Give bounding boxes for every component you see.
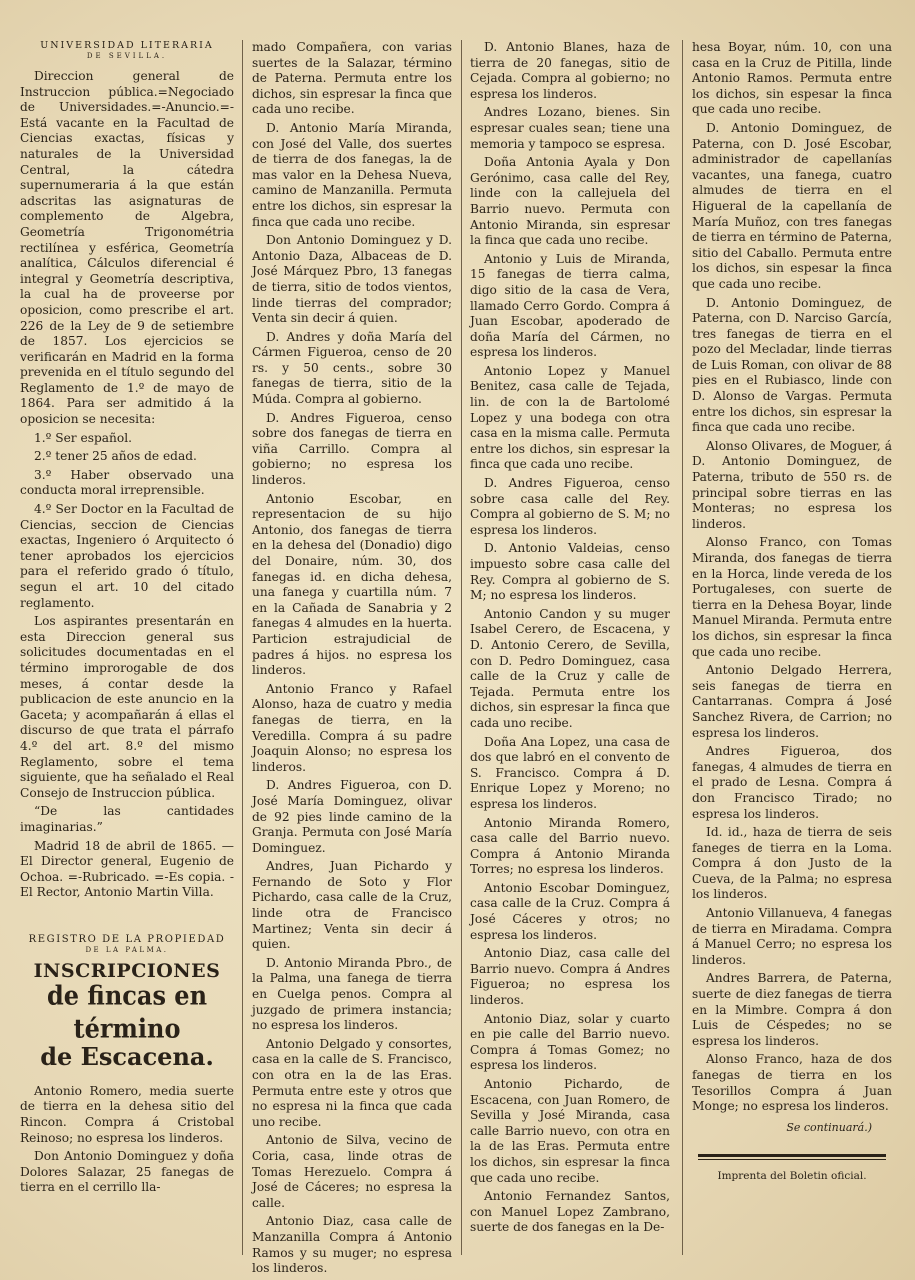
university-city: DE SEVILLA. bbox=[86, 52, 168, 60]
footer-rule bbox=[698, 1154, 886, 1157]
registry-entry: D. Antonio María Miranda, con José del Valle, dos suertes de tierra de dos fanegas, la de mas valor en la Dehesa Nueva, camino de Manzanilla. Permuta entre los dichos, sin espresar la finca que cada uno recibe. bbox=[252, 120, 452, 229]
registry-entry: Don Antonio Dominguez y D. Antonio Daza, Albaceas de D. José Márquez Pbro, 13 fanegas de tierra, sitio de todos vientos, linde tierras del comprador; Venta sin decir á quien. bbox=[252, 233, 452, 326]
registry-heading-line3: de Escacena. bbox=[40, 1041, 214, 1071]
registry-entry: Alonso Franco, con Tomas Miranda, dos fanegas de tierra en la Horca, linde vereda de los Portugaleses, con suerte de tierra en la Dehesa Boyar, linde Manuel Miranda. Permuta entre los dichos, sin espresar la finca que cada uno recibe. bbox=[692, 535, 892, 659]
registry-entry: Antonio Fernandez Santos, con Manuel Lopez Zambrano, suerte de dos fanegas en la De- bbox=[470, 1189, 670, 1235]
registry-entry: Andres Lozano, bienes. Sin espresar cuales sean; tiene una memoria y tampoco se espresa. bbox=[470, 105, 670, 151]
registry-entry: Antonio y Luis de Miranda, 15 fanegas de tierra calma, digo sitio de la casa de Vera, llamado Cerro Gordo. Compra á Juan Escobar, apoderado de doña María del Cármen, no espresa los linderos. bbox=[470, 251, 670, 360]
registry-heading-line1: INSCRIPCIONES bbox=[33, 959, 221, 982]
column-3 bbox=[470, 40, 670, 1268]
registry-entry: Alonso Franco, haza de dos fanegas de tierra en los Tesorillos Compra á Juan Monge; no espresa los linderos. bbox=[692, 1052, 892, 1114]
registry-entry: Don Antonio Dominguez y doña Dolores Salazar, 25 fanegas de tierra en el cerrillo lla- bbox=[20, 1149, 234, 1195]
column-rule bbox=[461, 40, 462, 1255]
registry-entry: D. Andres y doña María del Cármen Figueroa, censo de 20 rs. y 50 cents., sobre 30 fanegas de tierra, sitio de la Múda. Compra al gobierno. bbox=[252, 329, 452, 407]
announcement-paragraph: Direccion general de Instruccion pública.=Negociado de Universidades.=-Anuncio.=- Está vacante en la Facultad de Ciencias exactas, físicas y naturales de la Universidad Central, la cátedra supernumeraria á la que están adscritas las asignaturas de complemento de Algebra, Geometría Trigonométria rectilínea y esférica, Geometría analítica, Cálculos diferencial é integral y Geometría descriptiva, la cual ha de proveerse por oposicion, como prescribe el art. 226 de la Ley de 9 de setiembre de 1857. Los ejercicios se verificarán en Madrid en la forma prevenida en el título segundo del Reglamento de 1.º de mayo de 1864. Para ser admitido á la oposicion se necesita: bbox=[20, 69, 234, 427]
requirement-item: 1.º Ser español. bbox=[34, 430, 132, 445]
announcement-signature: Madrid 18 de abril de 1865. — El Director general, Eugenio de Ochoa. =-Rubricado. =-Es copia. -El Rector, Antonio Martin Villa. bbox=[20, 838, 234, 900]
registry-entry: D. Antonio Valdeias, censo impuesto sobre casa calle del Rey. Compra al gobierno de S. M; no espresa los linderos. bbox=[470, 541, 670, 603]
registry-entry: Antonio Diaz, casa calle del Barrio nuevo. Compra á Andres Figueroa; no espresa los linderos. bbox=[470, 946, 670, 1008]
registry-entry: D. Antonio Blanes, haza de tierra de 20 fanegas, sitio de Cejada. Compra al gobierno; no espresa los linderos. bbox=[470, 40, 670, 101]
column-2 bbox=[252, 40, 452, 1276]
registry-entry: D. Antonio Dominguez, de Paterna, con D. Narciso García, tres fanegas de tierra en el pozo del Mecladar, linde tierras de Luis Roman, con olivar de 88 pies en el Rubiasco, linde con D. Alonso de Vargas. Permuta entre los dichos, sin espresar la finca que cada uno recibe. bbox=[692, 295, 892, 435]
announcement-topic: “De las cantidades imaginarias.” bbox=[20, 804, 234, 834]
registry-entry: D. Andres Figueroa, censo sobre casa calle del Rey. Compra al gobierno de S. M; no espresa los linderos. bbox=[470, 476, 670, 537]
registry-entry: D. Andres Figueroa, con D. José María Dominguez, olivar de 92 pies linde camino de la Granja. Permuta con José María Dominguez. bbox=[252, 778, 452, 855]
registry-entry: Andres, Juan Pichardo y Fernando de Soto y Flor Pichardo, casa calle de la Cruz, linde otra de Francisco Martinez; Venta sin decir á quien. bbox=[252, 859, 452, 952]
registry-entry: Antonio Escobar Dominguez, casa calle de la Cruz. Compra á José Cáceres y otros; no espresa los linderos. bbox=[470, 880, 670, 942]
registry-entry: Andres Figueroa, dos fanegas, 4 almudes de tierra en el prado de Lesna. Compra á don Francisco Tirado; no espresa los linderos. bbox=[692, 744, 892, 821]
registry-entry: Antonio Delgado y consortes, casa en la calle de S. Francisco, con otra en la de las Eras. Permuta entre este y otros que no espresa ni la finca que cada uno recibe. bbox=[252, 1036, 452, 1129]
registry-entry: Antonio de Silva, vecino de Coria, casa, linde otras de Tomas Herezuelo. Compra á José de Cáceres; no espresa la calle. bbox=[252, 1133, 452, 1210]
requirement-item: 4.º Ser Doctor en la Facultad de Ciencias, seccion de Ciencias exactas, Ingeniero ó Arquitecto ó tener aprobados los ejercicios para el referido grado ó título, segun el art. 10 del citado reglamento. bbox=[20, 502, 234, 610]
requirement-item: 3.º Haber observado una conducta moral irreprensible. bbox=[20, 467, 234, 498]
registry-entry: D. Andres Figueroa, censo sobre dos fanegas de tierra en viña Carrillo. Compra al gobierno; no espresa los linderos. bbox=[252, 410, 452, 488]
registry-entry: mado Compañera, con varias suertes de la Salazar, término de Paterna. Permuta entre los dichos, sin espresar la finca que cada uno recibe. bbox=[252, 40, 452, 117]
registry-entry: hesa Boyar, núm. 10, con una casa en la Cruz de Pitilla, linde Antonio Ramos. Permuta entre los dichos, sin espesar la finca que cada uno recibe. bbox=[692, 40, 892, 117]
registry-entry: Antonio Miranda Romero, casa calle del Barrio nuevo. Compra á Antonio Miranda Torres; no espresa los linderos. bbox=[470, 815, 670, 877]
registry-entry: Antonio Romero, media suerte de tierra en la dehesa sitio del Rincon. Compra á Cristobal Reinoso; no espresa los linderos. bbox=[20, 1083, 234, 1145]
registry-entry: D. Antonio Miranda Pbro., de la Palma, una fanega de tierra en Cuelga penos. Compra al juzgado de primera instancia; no espresa los linderos. bbox=[252, 955, 452, 1033]
registry-entry: Andres Barrera, de Paterna, suerte de diez fanegas de tierra en la Mimbre. Compra á don Luis de Céspedes; no se espresa los linderos. bbox=[692, 971, 892, 1048]
registry-entry: Antonio Franco y Rafael Alonso, haza de cuatro y media fanegas de tierra, en la Veredilla. Compra á su padre Joaquin Alonso; no espresa los linderos. bbox=[252, 681, 452, 774]
announcement-paragraph: Los aspirantes presentarán en esta Direccion general sus solicitudes documentadas en el término improrogable de dos meses, á contar desde la publicacion de este anuncio en la Gaceta; y acompañarán á ellas el discurso de que trata el párrafo 4.º del art. 8.º del mismo Reglamento, sobre el tema siguiente, que ha señalado el Real Consejo de Instruccion pública. bbox=[20, 614, 234, 800]
requirement-item: 2.º tener 25 años de edad. bbox=[34, 449, 197, 464]
registry-entry: Antonio Pichardo, de Escacena, con Juan Romero, de Sevilla y José Miranda, casa calle Barrio nuevo, con otra en la de las Eras. Permuta entre los dichos, sin espresar la finca que cada uno recibe. bbox=[470, 1077, 670, 1185]
registry-entry: Antonio Diaz, casa calle de Manzanilla Compra á Antonio Ramos y su muger; no espresa los linderos. bbox=[252, 1214, 452, 1276]
registry-heading-line2: de fincas en término bbox=[46, 978, 208, 1044]
column-4 bbox=[692, 40, 892, 1268]
registry-entry: Antonio Villanueva, 4 fanegas de tierra en Miradama. Compra á Manuel Cerro; no espresa los linderos. bbox=[692, 906, 892, 967]
column-rule bbox=[682, 40, 683, 1255]
printer-imprint: Imprenta del Boletin oficial. bbox=[717, 1169, 867, 1182]
registry-entry: Antonio Escobar, en representacion de su hijo Antonio, dos fanegas de tierra en la dehesa del (Donadio) digo del Donaire, núm. 30, dos fanegas id. en dicha dehesa, una fanega y cuartilla núm. 7 en la Cañada de Sanabria y 2 fanegas 4 almudes en la huerta. Particion estrajudicial de padres á hijos. no espresa los linderos. bbox=[252, 491, 452, 678]
footer-rule bbox=[698, 1159, 886, 1160]
registry-entry: Antonio Diaz, solar y cuarto en pie calle del Barrio nuevo. Compra á Tomas Gomez; no espresa los linderos. bbox=[470, 1011, 670, 1073]
registry-entry: Antonio Candon y su muger Isabel Cerero, de Escacena, y D. Antonio Cerero, de Sevilla, con D. Pedro Dominguez, casa calle de la Cruz y calle de Tejada. Permuta entre los dichos, sin espresar la finca que cada uno recibe. bbox=[470, 606, 670, 730]
continued-note: Se continuará.) bbox=[786, 1120, 872, 1134]
registry-entry: Alonso Olivares, de Moguer, á D. Antonio Dominguez, de Paterna, tributo de 550 rs. de principal sobre tierras en las Monteras; no espresa los linderos. bbox=[692, 438, 892, 531]
registry-entry: Doña Antonia Ayala y Don Gerónimo, casa calle del Rey, linde con la callejuela del Barrio nuevo. Permuta con Antonio Miranda, sin espresar la finca que cada uno recibe. bbox=[470, 155, 670, 248]
registry-entry: Antonio Lopez y Manuel Benitez, casa calle de Tejada, lin. de con la de Bartolomé Lopez y una bodega con otra casa en la misma calle. Permuta entre los dichos, sin espresar la finca que cada uno recibe. bbox=[470, 363, 670, 472]
registry-subtitle: DE LA PALMA. bbox=[85, 945, 169, 954]
registry-entry: Antonio Delgado Herrera, seis fanegas de tierra en Cantarranas. Compra á José Sanchez Rivera, de Carrion; no espresa los linderos. bbox=[692, 663, 892, 740]
registry-entry: D. Antonio Dominguez, de Paterna, con D. José Escobar, administrador de capellanías vacantes, una fanega, cuatro almudes de tierra en el Higueral de la capellanía de María Muñoz, con tres fanegas de tierra en término de Paterna, sitio del Caballo. Permuta entre los dichos, sin espesar la finca que cada uno recibe. bbox=[692, 120, 892, 291]
registry-entry: Id. id., haza de tierra de seis faneges de tierra en la Loma. Compra á don Justo de la Cueva, de la Palma; no espresa los linderos. bbox=[692, 825, 892, 902]
column-rule bbox=[242, 40, 243, 1255]
registry-entry: Doña Ana Lopez, una casa de dos que labró en el convento de S. Francisco. Compra á D. Enrique Lopez y Moreno; no espresa los linderos. bbox=[470, 734, 670, 811]
registry-title: REGISTRO DE LA PROPIEDAD bbox=[28, 933, 226, 945]
column-1 bbox=[20, 40, 234, 1268]
university-header: UNIVERSIDAD LITERARIA bbox=[40, 40, 214, 51]
